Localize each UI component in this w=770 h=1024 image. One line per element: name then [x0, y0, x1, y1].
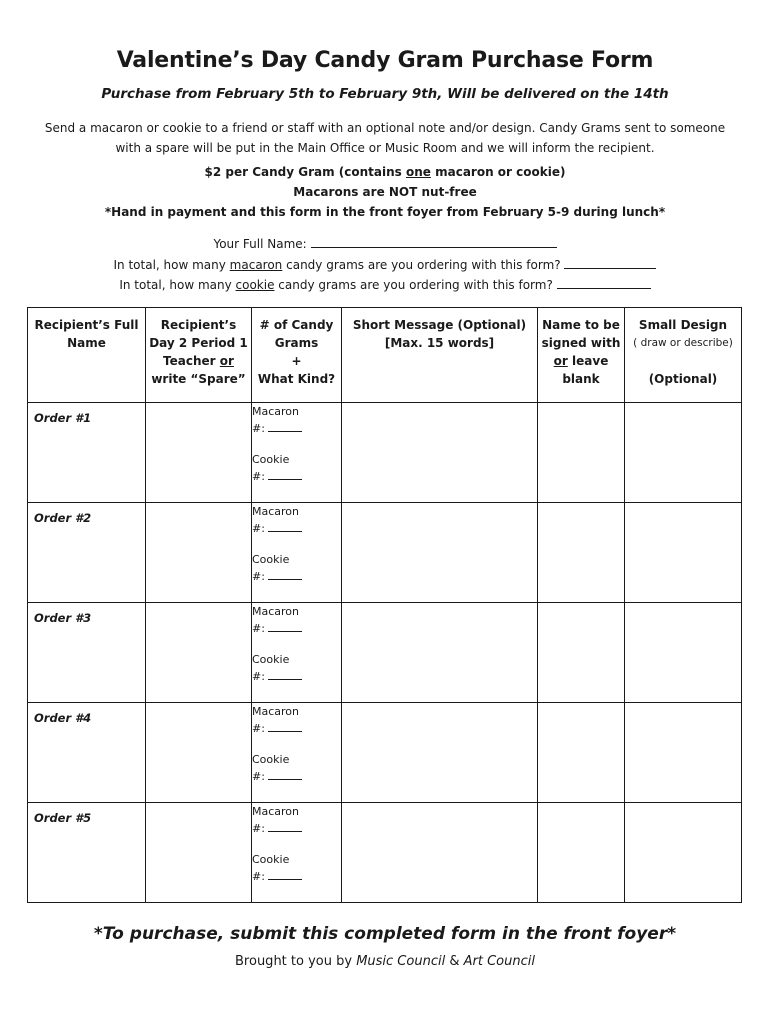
credits: Brought to you by Music Council & Art Council — [235, 954, 535, 969]
design-cell[interactable] — [625, 503, 742, 603]
teacher-cell[interactable] — [146, 403, 252, 503]
cookie-count-blank[interactable] — [268, 670, 302, 680]
hand-in-notice: *Hand in payment and this form in the front foyer from February 5-9 during lunch* — [104, 205, 666, 219]
design-cell[interactable] — [625, 703, 742, 803]
intro-line-1: Send a macaron or cookie to a friend or staff with an optional note and/or design. Candy Grams sent to someone — [44, 121, 726, 135]
order-label-cell — [28, 403, 146, 503]
signed-name-cell[interactable] — [538, 803, 625, 903]
header-teacher: Recipient’s Day 2 Period 1 Teacher or write “Spare” — [146, 308, 252, 403]
price-notice: $2 per Candy Gram (contains one macaron or cookie) — [204, 165, 566, 179]
teacher-cell[interactable] — [146, 503, 252, 603]
signed-name-cell[interactable] — [538, 503, 625, 603]
order-label-cell — [28, 803, 146, 903]
table-row — [28, 403, 742, 503]
purchase-dates: Purchase from February 5th to February 9th, Will be delivered on the 14th — [101, 86, 669, 102]
kind-cell[interactable]: Macaron #: Cookie #: — [252, 503, 342, 603]
macaron-count-blank[interactable] — [268, 422, 302, 432]
header-short-message: Short Message (Optional) [Max. 15 words] — [342, 308, 538, 403]
teacher-cell[interactable] — [146, 703, 252, 803]
order-label: Order #4 — [34, 711, 92, 725]
macaron-count-blank[interactable] — [268, 522, 302, 532]
macaron-total-blank[interactable] — [564, 257, 656, 269]
submit-instruction: *To purchase, submit this completed form in the front foyer* — [93, 924, 677, 944]
design-cell[interactable] — [625, 403, 742, 503]
cookie-count-blank[interactable] — [268, 470, 302, 480]
message-cell[interactable] — [342, 603, 538, 703]
header-signed-name: Name to be signed with or leave blank — [538, 308, 625, 403]
macaron-count-blank[interactable] — [268, 622, 302, 632]
order-label-cell — [28, 703, 146, 803]
header-small-design: Small Design ( draw or describe) (Optional) — [625, 308, 742, 403]
message-cell[interactable] — [342, 403, 538, 503]
music-council: Music Council — [356, 954, 446, 969]
cookie-total-blank[interactable] — [557, 277, 651, 289]
teacher-cell[interactable] — [146, 603, 252, 703]
order-label: Order #1 — [34, 411, 92, 425]
table-row — [28, 603, 742, 703]
table-row — [28, 803, 742, 903]
kind-cell[interactable]: Macaron #: Cookie #: — [252, 703, 342, 803]
message-cell[interactable] — [342, 503, 538, 603]
teacher-cell[interactable] — [146, 803, 252, 903]
page-title: Valentine’s Day Candy Gram Purchase Form — [116, 48, 654, 73]
order-label: Order #5 — [34, 811, 92, 825]
design-cell[interactable] — [625, 803, 742, 903]
signed-name-cell[interactable] — [538, 703, 625, 803]
intro-line-2: with a spare will be put in the Main Office or Music Room and we will inform the recipient. — [115, 141, 655, 155]
cookie-count-blank[interactable] — [268, 870, 302, 880]
kind-cell[interactable]: Macaron #: Cookie #: — [252, 403, 342, 503]
signed-name-cell[interactable] — [538, 403, 625, 503]
header-recipient-name: Recipient’s Full Name — [28, 308, 146, 403]
cookie-count-blank[interactable] — [268, 570, 302, 580]
nut-notice: Macarons are NOT nut-free — [293, 185, 477, 199]
message-cell[interactable] — [342, 703, 538, 803]
signed-name-cell[interactable] — [538, 603, 625, 703]
full-name-blank[interactable] — [311, 236, 557, 248]
order-label-cell — [28, 503, 146, 603]
cookie-count-blank[interactable] — [268, 770, 302, 780]
full-name-field[interactable] — [0, 236, 770, 251]
kind-cell[interactable]: Macaron #: Cookie #: — [252, 803, 342, 903]
message-cell[interactable] — [342, 803, 538, 903]
order-label-cell — [28, 603, 146, 703]
cookie-total-field[interactable]: In total, how many cookie candy grams are you ordering with this form? — [0, 277, 770, 292]
macaron-count-blank[interactable] — [268, 722, 302, 732]
kind-cell[interactable]: Macaron #: Cookie #: — [252, 603, 342, 703]
order-label: Order #3 — [34, 611, 92, 625]
full-name-label: Your Full Name: — [213, 237, 307, 251]
table-header-row — [28, 308, 742, 403]
orders-table — [27, 307, 742, 903]
order-label: Order #2 — [34, 511, 92, 525]
art-council: Art Council — [463, 954, 535, 969]
table-row — [28, 703, 742, 803]
design-cell[interactable] — [625, 603, 742, 703]
macaron-total-field[interactable]: In total, how many macaron candy grams are you ordering with this form? — [0, 257, 770, 272]
macaron-count-blank[interactable] — [268, 822, 302, 832]
intro-text — [40, 118, 730, 158]
table-row — [28, 503, 742, 603]
header-count-kind: # of Candy Grams + What Kind? — [252, 308, 342, 403]
